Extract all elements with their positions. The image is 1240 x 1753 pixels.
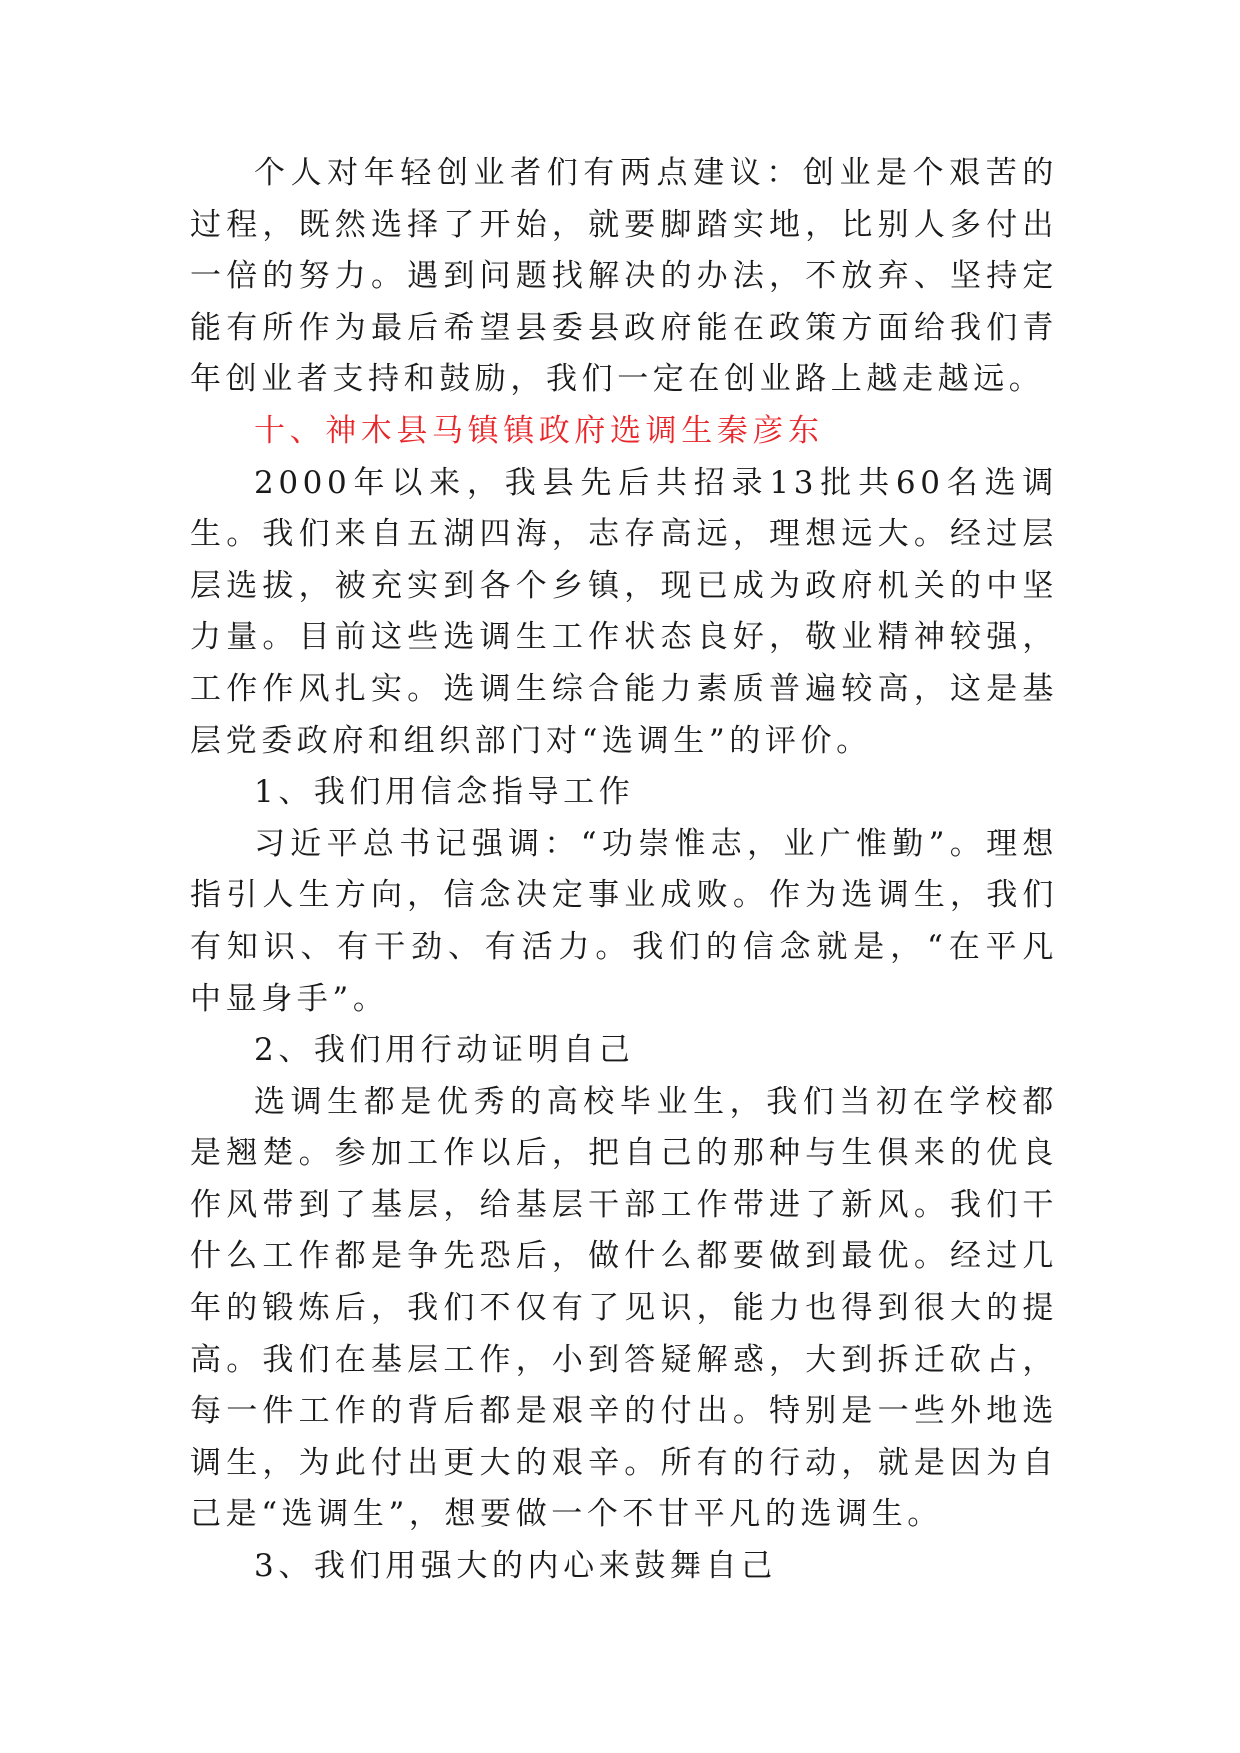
subheading-3: 3、我们用强大的内心来鼓舞自己 [254,1548,777,1585]
body-paragraph-action: 选调生都是优秀的高校毕业生，我们当初在学校都是翘楚。参加工作以后，把自己的那种与生俱来的优良作风带到了基层，给基层干部工作带进了新风。我们干什么工作都是争先恐后，做什么都要做到最优。经过几年的锻炼后，我们不仅有了见识，能力也得到很大的提高。我们在基层工作，小到答疑解惑，大到拆迁砍占，每一件工作的背后都是艰辛的付出。特别是一些外地选调生，为此付出更大的艰辛。所有的行动，就是因为自己是“选调生”，想要做一个不甘平凡的选调生。 [190,1083,1058,1533]
body-paragraph-intro: 2000年以来，我县先后共招录13批共60名选调生。我们来自五湖四海，志存高远，理想远大。经过层层选拔，被充实到各个乡镇，现已成为政府机关的中坚力量。目前这些选调生工作状态良好，敬业精神较强，工作作风扎实。选调生综合能力素质普遍较高，这是基层党委政府和组织部门对“选调生”的评价。 [190,464,1058,759]
body-paragraph-belief: 习近平总书记强调：“功崇惟志，业广惟勤”。理想指引人生方向，信念决定事业成败。作为选调生，我们有知识、有干劲、有活力。我们的信念就是，“在平凡中显身手”。 [190,825,1058,1017]
body-paragraph-advice: 个人对年轻创业者们有两点建议：创业是个艰苦的过程，既然选择了开始，就要脚踏实地，比别人多付出一倍的努力。遇到问题找解决的办法，不放弃、坚持定能有所作为最后希望县委县政府能在政策方面给我们青年创业者支持和鼓励，我们一定在创业路上越走越远。 [190,155,1058,398]
subheading-1: 1、我们用信念指导工作 [254,774,635,811]
subheading-2: 2、我们用行动证明自己 [254,1032,635,1069]
section-heading-10: 十、神木县马镇镇政府选调生秦彦东 [254,412,824,449]
document-page [190,148,1058,1593]
